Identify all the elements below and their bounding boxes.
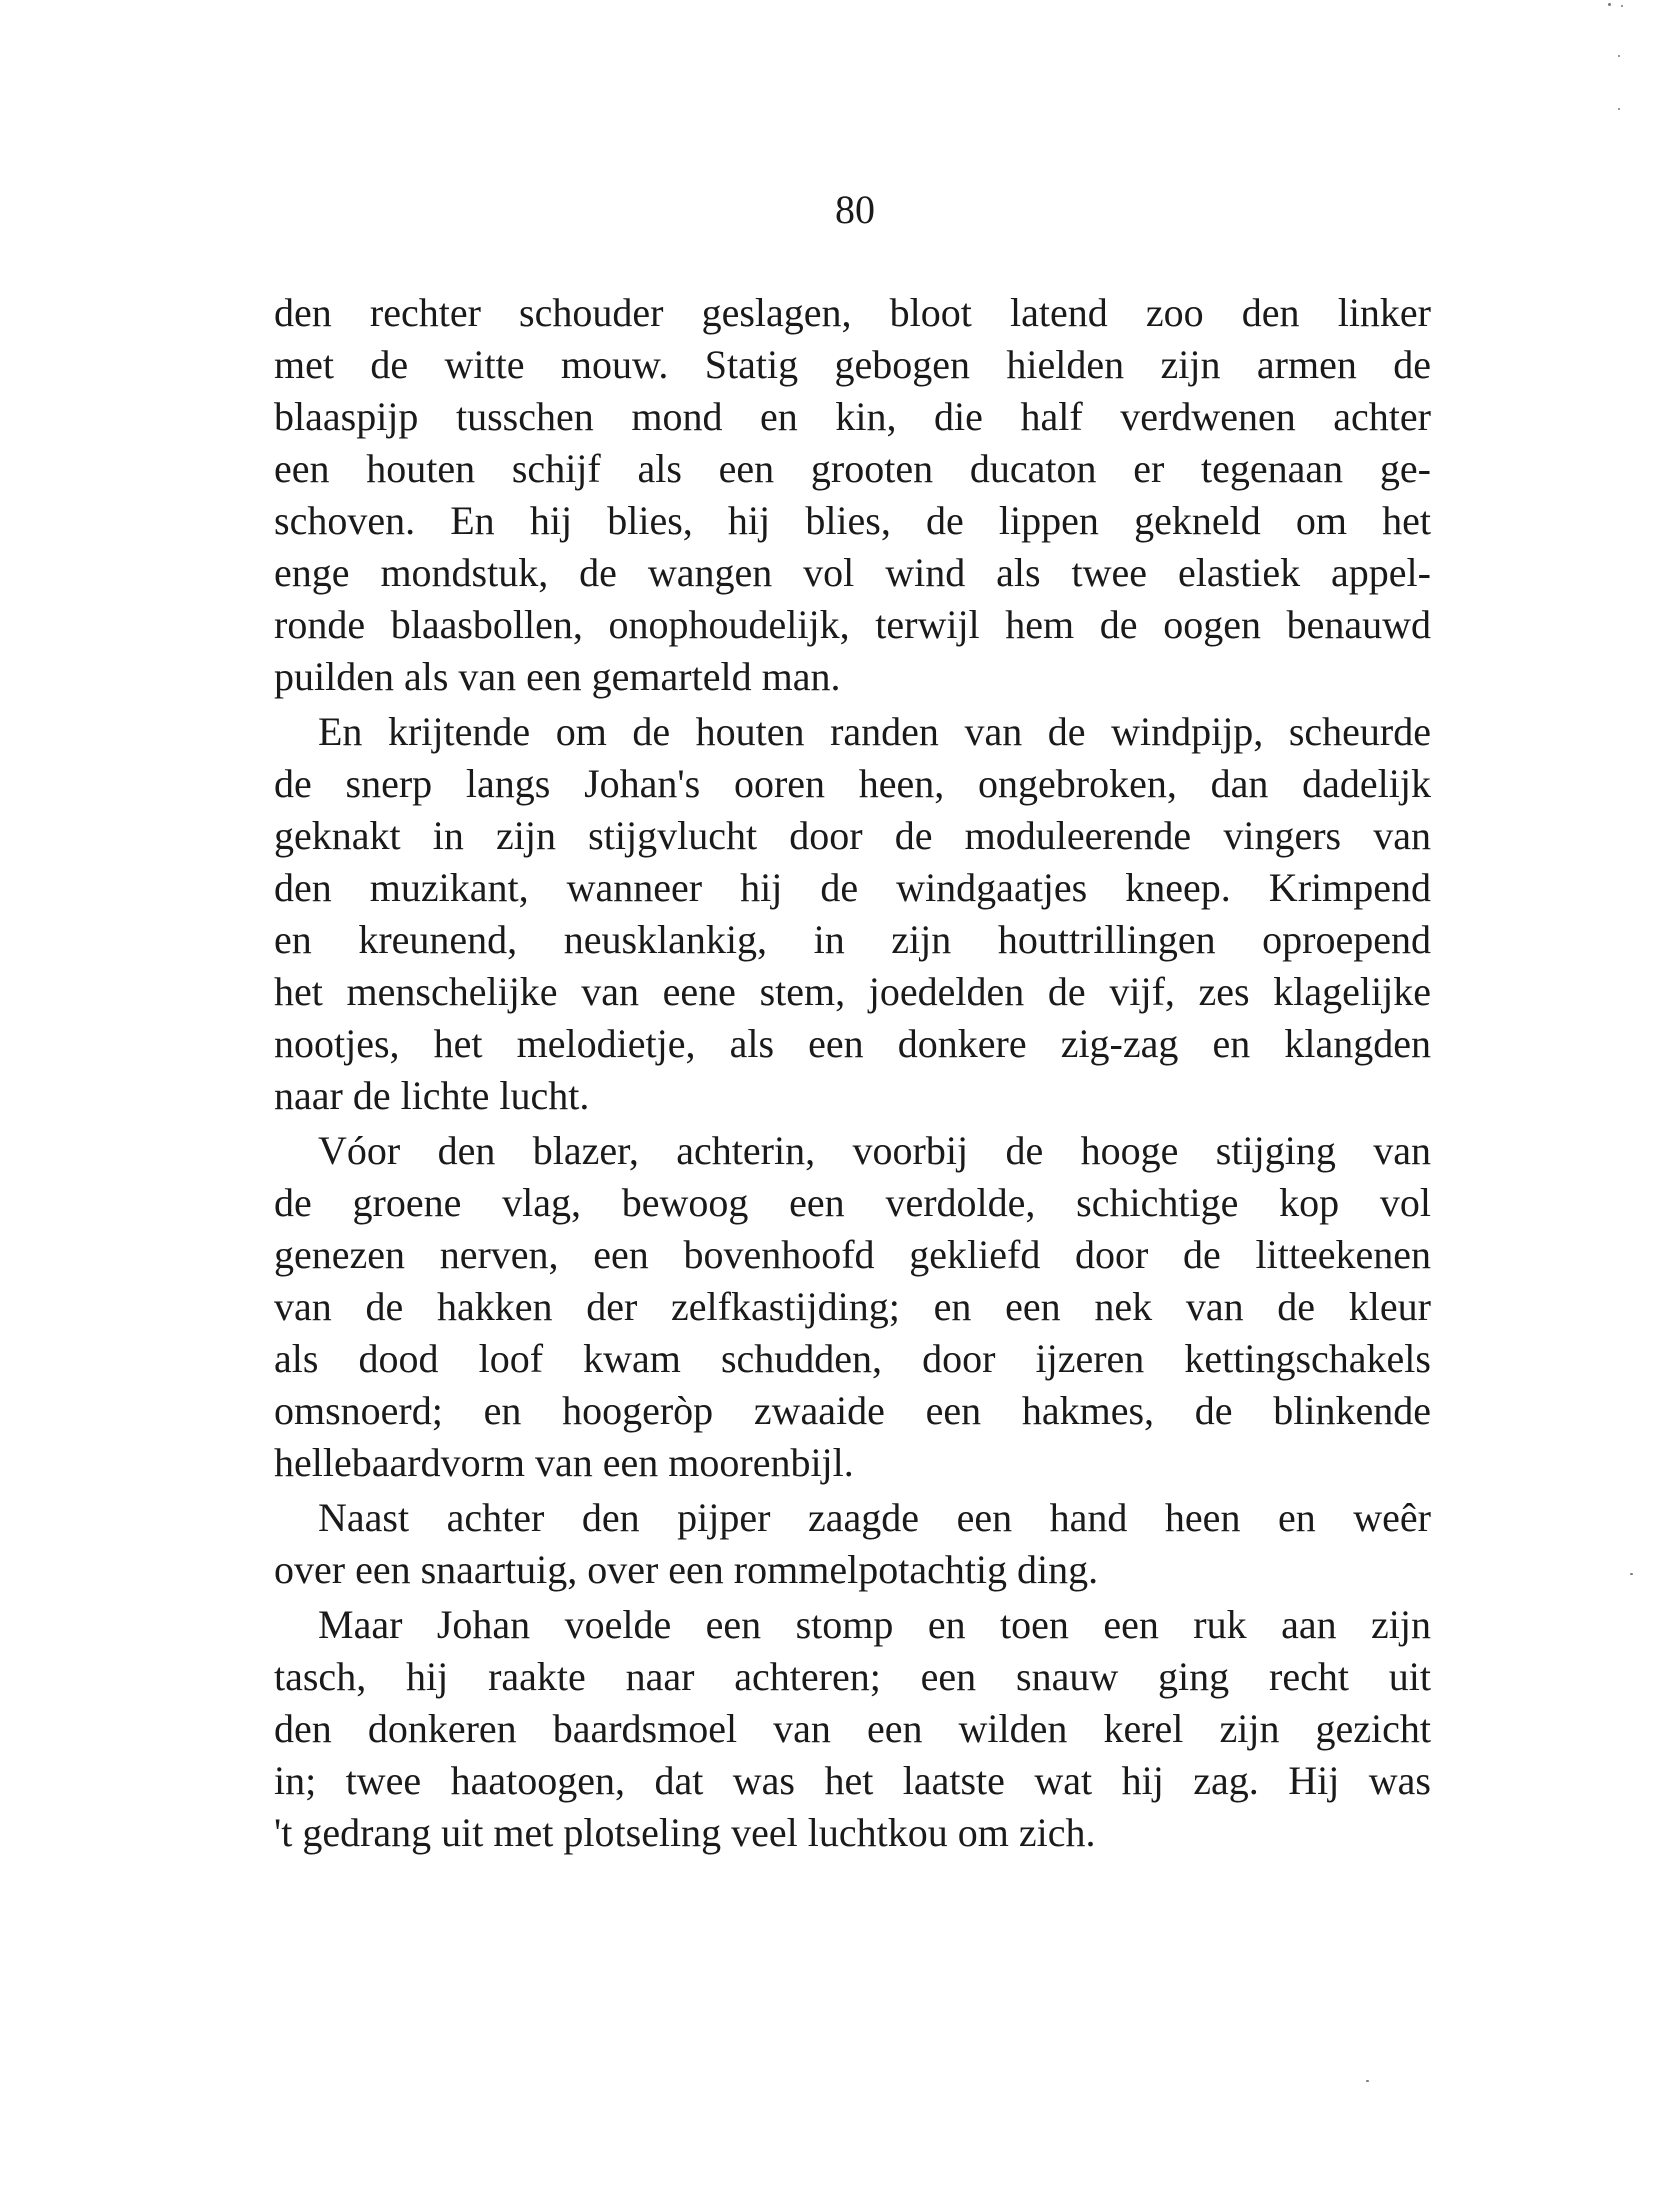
text-line: geknakt in zijn stijgvlucht door de moduleerende vingers van [274,813,1431,858]
scan-speck [1618,55,1620,57]
text-line: den rechter schouder geslagen, bloot latend zoo den linker [274,290,1431,335]
text-line: de groene vlag, bewoog een verdolde, schichtige kop vol [274,1180,1431,1225]
page-number: 80 [835,187,875,232]
text-line: over een snaartuig, over een rommelpotachtig ding. [274,1547,1099,1592]
text-line: tasch, hij raakte naar achteren; een snauw ging recht uit [274,1654,1431,1699]
text-line: puilden als van een gemarteld man. [274,654,841,699]
text-line: den donkeren baardsmoel van een wilden kerel zijn gezicht [274,1706,1431,1751]
text-line: schoven. En hij blies, hij blies, de lippen gekneld om het [274,498,1431,543]
text-line: en kreunend, neusklankig, in zijn houttrillingen oproepend [274,917,1431,962]
text-line: naar de lichte lucht. [274,1073,590,1118]
scan-speck [1630,1573,1633,1575]
text-line: blaaspijp tusschen mond en kin, die half verdwenen achter [274,394,1431,439]
text-line: nootjes, het melodietje, als een donkere zig-zag en klangden [274,1021,1431,1066]
scan-speck [1608,3,1611,6]
text-line: Naast achter den pijper zaagde een hand heen en weêr [318,1495,1431,1540]
text-line: van de hakken der zelfkastijding; en een nek van de kleur [274,1284,1431,1329]
text-line: het menschelijke van eene stem, joedelden de vijf, zes klagelijke [274,969,1431,1014]
text-line: een houten schijf als een grooten ducaton er tegenaan ge- [274,446,1431,491]
text-line: in; twee haatoogen, dat was het laatste wat hij zag. Hij was [274,1758,1431,1803]
text-line: Vóor den blazer, achterin, voorbij de hooge stijging van [318,1128,1431,1173]
text-line: hellebaardvorm van een moorenbijl. [274,1440,854,1485]
text-line: genezen nerven, een bovenhoofd gekliefd door de litteekenen [274,1232,1431,1277]
text-line: met de witte mouw. Statig gebogen hielden zijn armen de [274,342,1431,387]
scan-speck [1366,2080,1369,2082]
text-line: Maar Johan voelde een stomp en toen een ruk aan zijn [318,1602,1431,1647]
text-line: En krijtende om de houten randen van de windpijp, scheurde [318,709,1431,754]
text-line: enge mondstuk, de wangen vol wind als twee elastiek appel- [274,550,1431,595]
scan-speck [1621,5,1623,7]
text-line: omsnoerd; en hoogeròp zwaaide een hakmes, de blinkende [274,1388,1431,1433]
scan-speck [1618,108,1620,110]
text-line: ronde blaasbollen, onophoudelijk, terwijl hem de oogen benauwd [274,602,1431,647]
text-line: den muzikant, wanneer hij de windgaatjes kneep. Krimpend [274,865,1431,910]
text-line: de snerp langs Johan's ooren heen, ongebroken, dan dadelijk [274,761,1431,806]
text-line: 't gedrang uit met plotseling veel luchtkou om zich. [274,1810,1096,1855]
text-line: als dood loof kwam schudden, door ijzeren kettingschakels [274,1336,1431,1381]
